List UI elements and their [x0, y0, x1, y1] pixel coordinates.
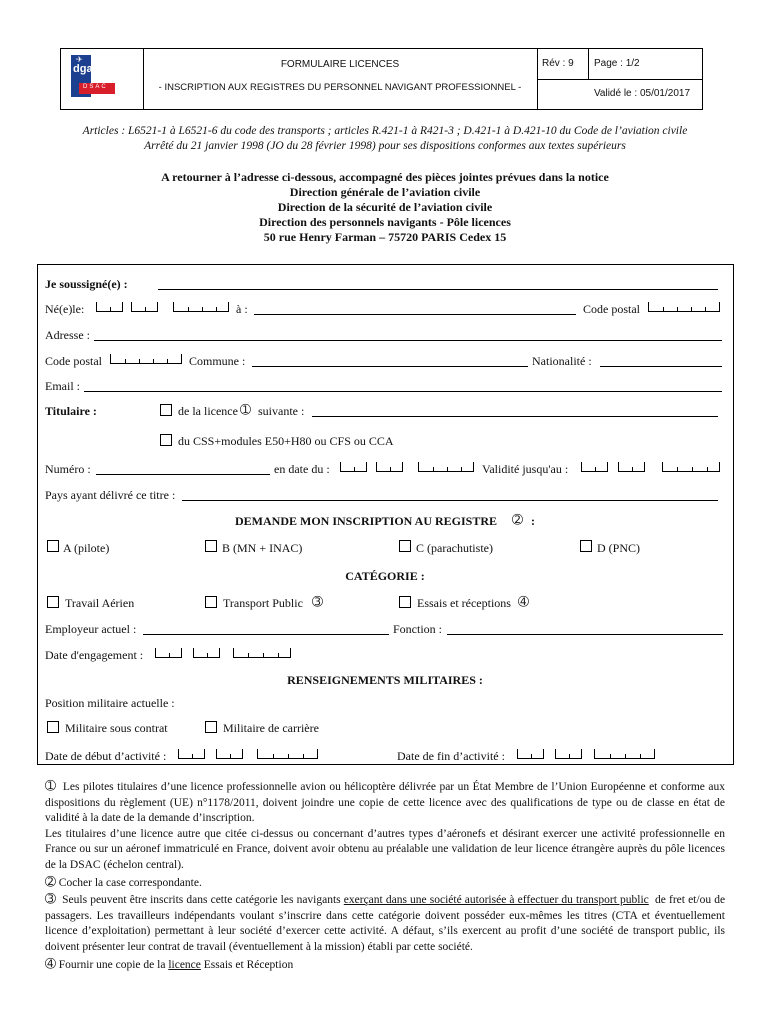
- titulaire-label: Titulaire :: [45, 404, 97, 418]
- issue-month-field[interactable]: [376, 462, 403, 472]
- engagement-day-field[interactable]: [155, 648, 182, 658]
- engagement-year-field[interactable]: [233, 648, 291, 658]
- plane-icon: ✈: [76, 55, 83, 64]
- footnote-2-symbol: ➁: [45, 873, 56, 889]
- birth-year-field[interactable]: [173, 302, 229, 312]
- email-field[interactable]: [84, 391, 722, 392]
- number-field[interactable]: [96, 474, 270, 475]
- footnote-1-marker: ➀: [240, 402, 251, 417]
- registre-d-checkbox[interactable]: [580, 540, 592, 552]
- transport-public-label: Transport Public: [223, 596, 303, 610]
- engagement-date-label: Date d'engagement :: [45, 648, 144, 662]
- postcode-label: Code postal: [45, 354, 102, 368]
- address-field[interactable]: [94, 340, 722, 341]
- end-month-field[interactable]: [555, 749, 582, 759]
- number-label: Numéro :: [45, 462, 91, 476]
- header-box: [60, 48, 703, 110]
- licence-label: de la licence: [178, 404, 238, 418]
- footnote-3: ➂ Seuls peuvent être inscrits dans cette catégorie les navigants exerçant dans une société autorisée à effectuer du transport public de fret et/ou de passagers. Les travailleurs indépendants voulant s’inscrire dans cette catégorie doivent posséder eux-mêmes les titres (CTA et éventuellement licence d’exploitation) permettant à leur société d’exercer cette activité. A défaut, s’ils exercent au profit d’une société de transport public, ils doivent présenter leur contrat de travail (éventuellement à la mission) établi par cette société.: [45, 891, 726, 953]
- end-date-label: Date de fin d’activité :: [397, 749, 505, 763]
- licence-checkbox[interactable]: [160, 404, 172, 416]
- military-contract-checkbox[interactable]: [47, 721, 59, 733]
- employer-field[interactable]: [143, 634, 389, 635]
- birth-month-field[interactable]: [131, 302, 158, 312]
- address-line: 50 rue Henry Farman – 75720 PARIS Cedex 15: [263, 230, 507, 244]
- footnote-2: ➁ Cocher la case correspondante.: [45, 873, 202, 889]
- footnote-1: ➀ Les pilotes titulaires d’une licence professionnelle avion ou hélicoptère délivrée par un État Membre de l’Union Européenne et conforme aux dispositions du règlement (UE) n°1178/2011, doivent joindre une copie de cette licence avec des qualifications de type ou de classe en état de validité à la date de la demande d’inscription.: [45, 778, 726, 825]
- validity-month-field[interactable]: [618, 462, 645, 472]
- militaires-heading: RENSEIGNEMENTS MILITAIRES :: [287, 673, 483, 687]
- registre-a-label: A (pilote): [63, 541, 110, 555]
- registre-a-checkbox[interactable]: [47, 540, 59, 552]
- nationality-field[interactable]: [600, 366, 722, 367]
- birthplace-field[interactable]: [254, 314, 576, 315]
- footnote-4-marker: ➃: [518, 594, 529, 609]
- registre-b-checkbox[interactable]: [205, 540, 217, 552]
- footnote-3-symbol: ➂: [45, 891, 56, 907]
- function-label: Fonction :: [393, 622, 443, 636]
- address-line: Direction générale de l’aviation civile: [289, 185, 481, 199]
- postcode-field[interactable]: [110, 354, 182, 364]
- dgac-logo: ✈ dgac DSAC: [61, 49, 143, 109]
- birth-date-label: Né(e)le:: [45, 302, 85, 316]
- essais-checkbox[interactable]: [399, 596, 411, 608]
- start-date-label: Date de début d’activité :: [45, 749, 167, 763]
- start-month-field[interactable]: [216, 749, 243, 759]
- return-instruction: A retourner à l’adresse ci-dessous, accompagné des pièces jointes prévues dans la notice: [161, 170, 609, 184]
- revision: Rév : 9: [542, 58, 574, 69]
- validation-date: Validé le : 05/01/2017: [594, 88, 691, 99]
- footnotes: [45, 778, 725, 973]
- issue-day-field[interactable]: [340, 462, 367, 472]
- footnote-4-symbol: ➃: [45, 955, 56, 971]
- footnote-2-marker: ➁: [512, 512, 523, 527]
- registre-heading: DEMANDE MON INSCRIPTION AU REGISTRE: [235, 514, 498, 528]
- address-label: Adresse :: [45, 328, 90, 342]
- issue-date-label: en date du :: [274, 462, 330, 476]
- country-field[interactable]: [182, 500, 718, 501]
- transport-public-checkbox[interactable]: [205, 596, 217, 608]
- form-subtitle: - INSCRIPTION AUX REGISTRES DU PERSONNEL NAVIGANT PROFESSIONNEL -: [158, 82, 522, 93]
- issue-year-field[interactable]: [418, 462, 474, 472]
- soussigne-label: Je soussigné(e) :: [45, 277, 128, 291]
- address-line: Direction des personnels navigants - Pôle licences: [259, 215, 511, 229]
- form-title: FORMULAIRE LICENCES: [280, 59, 400, 70]
- essais-label: Essais et réceptions: [417, 596, 511, 610]
- licence-field[interactable]: [312, 416, 718, 417]
- soussigne-field[interactable]: [158, 289, 718, 290]
- registre-d-label: D (PNC): [597, 541, 641, 555]
- commune-label: Commune :: [189, 354, 246, 368]
- birth-postcode-field[interactable]: [648, 302, 720, 312]
- footnote-1b: Les titulaires d’une licence autre que citée ci-dessus ou concernant d’autres types d’aéronefs et désirant exercer une activité professionnelle en France ou sur un aéronef immatriculé en France, doivent avoir obtenu au préalable une validation de leur licence étrangère auprès du pôle licences de la DSAC (échelon central).: [45, 827, 725, 871]
- start-day-field[interactable]: [178, 749, 205, 759]
- registre-b-label: B (MN + INAC): [222, 541, 303, 555]
- birth-postcode-label: Code postal: [583, 302, 640, 316]
- address-line: Direction de la sécurité de l’aviation civile: [277, 200, 493, 214]
- page-number: Page : 1/2: [594, 58, 640, 69]
- registre-colon: :: [531, 514, 535, 528]
- registre-c-checkbox[interactable]: [399, 540, 411, 552]
- function-field[interactable]: [447, 634, 723, 635]
- categorie-heading: CATÉGORIE :: [345, 569, 425, 583]
- travail-aerien-checkbox[interactable]: [47, 596, 59, 608]
- email-label: Email :: [45, 379, 80, 393]
- footnote-1-symbol: ➀: [45, 778, 56, 793]
- legal-arrete: Arrêté du 21 janvier 1998 (JO du 28 février 1998) pour ses dispositions conformes aux textes supérieurs: [144, 140, 626, 152]
- birth-day-field[interactable]: [96, 302, 123, 312]
- css-checkbox[interactable]: [160, 434, 172, 446]
- footnote-3-marker: ➂: [312, 594, 323, 609]
- military-career-checkbox[interactable]: [205, 721, 217, 733]
- validity-day-field[interactable]: [581, 462, 608, 472]
- birthplace-label: à :: [236, 302, 248, 316]
- validity-label: Validité jusqu'au :: [482, 462, 569, 476]
- end-day-field[interactable]: [517, 749, 544, 759]
- legal-articles: Articles : L6521-1 à L6521-6 du code des transports ; articles R.421-1 à R421-3 ; D.421-1 à D.421-10 du Code de l’aviation civile: [82, 125, 688, 137]
- military-career-label: Militaire de carrière: [223, 721, 319, 735]
- css-label: du CSS+modules E50+H80 ou CFS ou CCA: [178, 434, 394, 448]
- footnote-4: ➃ Fournir une copie de la licence Essais et Réception: [45, 955, 294, 971]
- travail-aerien-label: Travail Aérien: [65, 596, 135, 610]
- country-label: Pays ayant délivré ce titre :: [45, 488, 176, 502]
- military-position-label: Position militaire actuelle :: [45, 696, 175, 710]
- commune-field[interactable]: [252, 366, 528, 367]
- validity-year-field[interactable]: [662, 462, 720, 472]
- registre-c-label: C (parachutiste): [416, 541, 493, 555]
- engagement-month-field[interactable]: [193, 648, 220, 658]
- start-year-field[interactable]: [257, 749, 318, 759]
- end-year-field[interactable]: [594, 749, 655, 759]
- licence-suivante-label: suivante :: [258, 404, 305, 418]
- military-contract-label: Militaire sous contrat: [65, 721, 168, 735]
- employer-label: Employeur actuel :: [45, 622, 137, 636]
- nationality-label: Nationalité :: [532, 354, 592, 368]
